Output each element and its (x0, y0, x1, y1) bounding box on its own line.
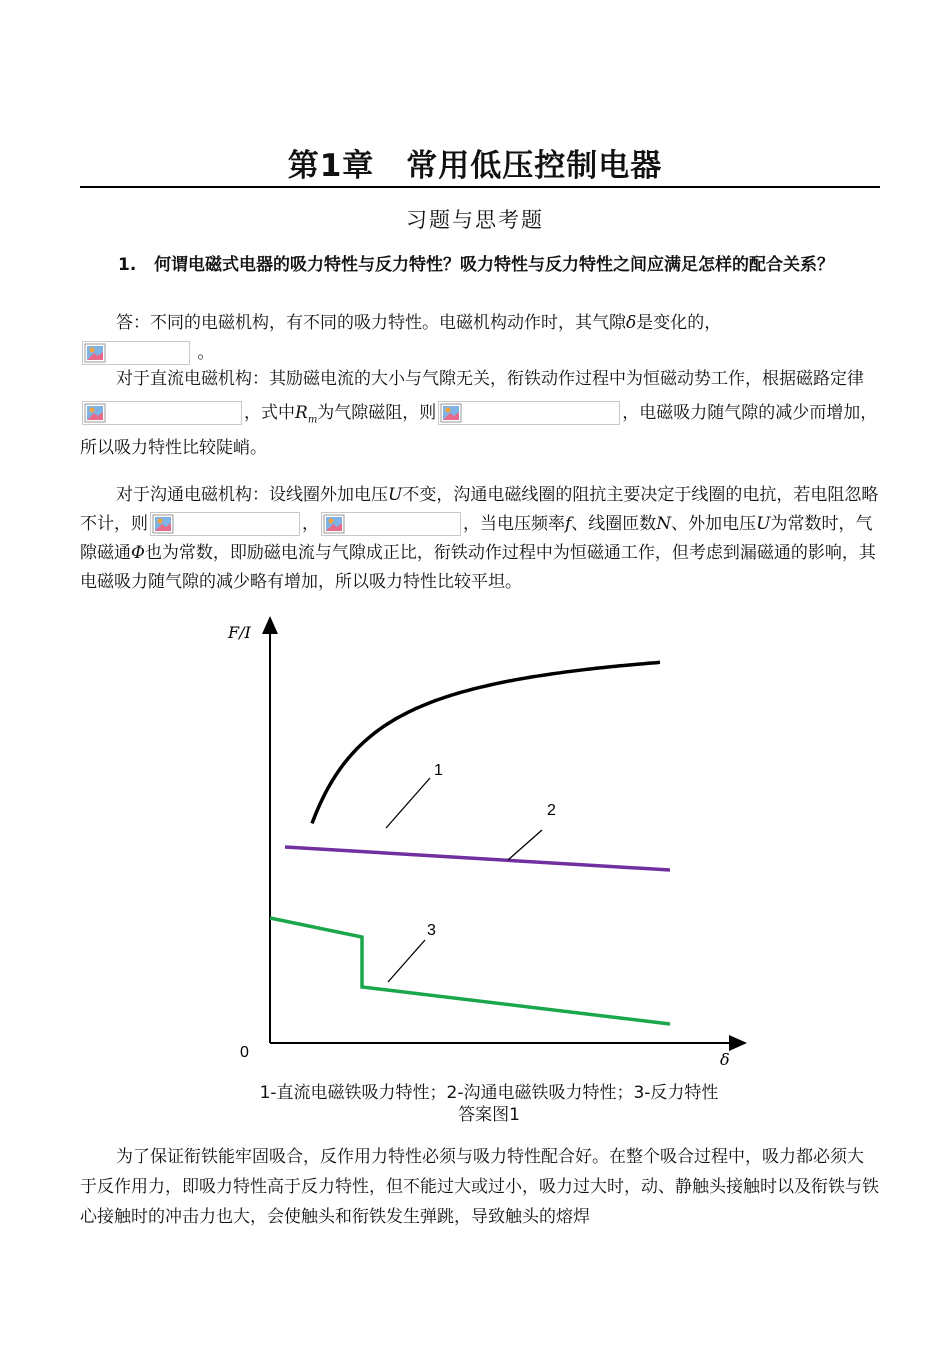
ac-text-e: 、外加电压 (671, 514, 757, 534)
question-number: 1. (118, 255, 137, 275)
leader-line-1 (386, 778, 430, 828)
closing-paragraph (80, 1142, 880, 1232)
curve-label-3: 3 (427, 922, 436, 939)
ac-text-c: ，当电压频率 (463, 514, 565, 534)
formula-image-1 (82, 341, 190, 365)
ac-text-d: 、线圈匝数 (571, 514, 657, 534)
u-symbol: U (388, 485, 403, 505)
question-1 (80, 250, 880, 280)
formula-image-3 (438, 401, 620, 425)
dc-text-d: ，电磁吸力随气隙的减少而增加，所以吸力特性比较陡峭。 (80, 403, 878, 459)
broken-image-icon (323, 514, 345, 534)
y-axis-label: F/I (228, 623, 251, 642)
characteristic-figure (220, 610, 760, 1080)
figure-caption: 1-直流电磁铁吸力特性；2-沟通电磁铁吸力特性；3-反力特性 (259, 1083, 719, 1103)
ac-text-h: 也为常数，即励磁电流与气隙成正比，衔铁动作过程中为恒磁通工作，但考虑到漏磁通的影响，其电磁吸力随气隙的减少略有增加，所以吸力特性比较平坦。 (80, 543, 876, 592)
answer-text-a: 答：不同的电磁机构，有不同的吸力特性。电磁机构动作时，其气隙 (116, 313, 626, 333)
origin-label: 0 (240, 1044, 249, 1061)
delta-symbol: δ (626, 313, 637, 333)
rm-subscript: m (307, 414, 318, 426)
x-axis-label: δ (720, 1050, 730, 1069)
chapter-title: 第1章 常用低压控制电器 (287, 148, 663, 184)
ac-text-g: 为常数时，气隙磁通 (80, 514, 873, 563)
ac-text-b: 不变，沟通电磁线圈的阻抗主要决定于线圈的电抗，若电阻忽略不计，则 (80, 485, 879, 534)
broken-image-icon (84, 403, 106, 423)
answer-text-b: 是变化的， (636, 313, 722, 333)
formula-image-2 (82, 401, 242, 425)
dc-text-c: 为气隙磁阻，则 (317, 403, 437, 423)
leader-line-2 (508, 830, 542, 860)
f-symbol: f (565, 514, 572, 534)
curve-label-1: 1 (434, 762, 443, 779)
leader-line-3 (388, 940, 425, 982)
phi-symbol: Φ (131, 543, 145, 563)
dc-text-b: ，式中 (244, 403, 295, 423)
formula-image-5 (321, 512, 461, 536)
curve-2-ac-attraction (285, 847, 670, 870)
broken-image-icon (440, 403, 462, 423)
curve-label-2: 2 (547, 802, 556, 819)
curve-3-reaction-force (270, 918, 670, 1024)
ac-paragraph (80, 481, 880, 597)
answer-text-c: 。 (197, 343, 215, 363)
ac-comma: ， (302, 514, 319, 534)
rm-symbol: R (295, 403, 308, 423)
dc-paragraph (80, 365, 880, 462)
broken-image-icon (84, 343, 106, 363)
answer-intro (80, 308, 880, 368)
formula-image-4 (150, 512, 300, 536)
section-title: 习题与思考题 (406, 208, 544, 232)
dc-text-a: 对于直流电磁机构：其励磁电流的大小与气隙无关，衔铁动作过程中为恒磁动势工作，根据磁路定律 (116, 369, 864, 389)
figure-number: 答案图1 (458, 1105, 520, 1125)
curve-1-dc-attraction (312, 662, 660, 823)
u2-symbol: U (756, 514, 771, 534)
title-divider (80, 186, 880, 188)
question-text: 何谓电磁式电器的吸力特性与反力特性？吸力特性与反力特性之间应满足怎样的配合关系？ (154, 255, 835, 275)
n-symbol: N (656, 514, 672, 534)
ac-text-a: 对于沟通电磁机构：设线圈外加电压 (116, 485, 388, 505)
closing-text: 为了保证衔铁能牢固吸合，反作用力特性必须与吸力特性配合好。在整个吸合过程中，吸力都必须大于反作用力，即吸力特性高于反力特性，但不能过大或过小，吸力过大时，动、静触头接触时以及衔铁与铁心接触时的冲击力也大，会使触头和衔铁发生弹跳，导致触头的熔焊 (80, 1147, 879, 1227)
broken-image-icon (152, 514, 174, 534)
